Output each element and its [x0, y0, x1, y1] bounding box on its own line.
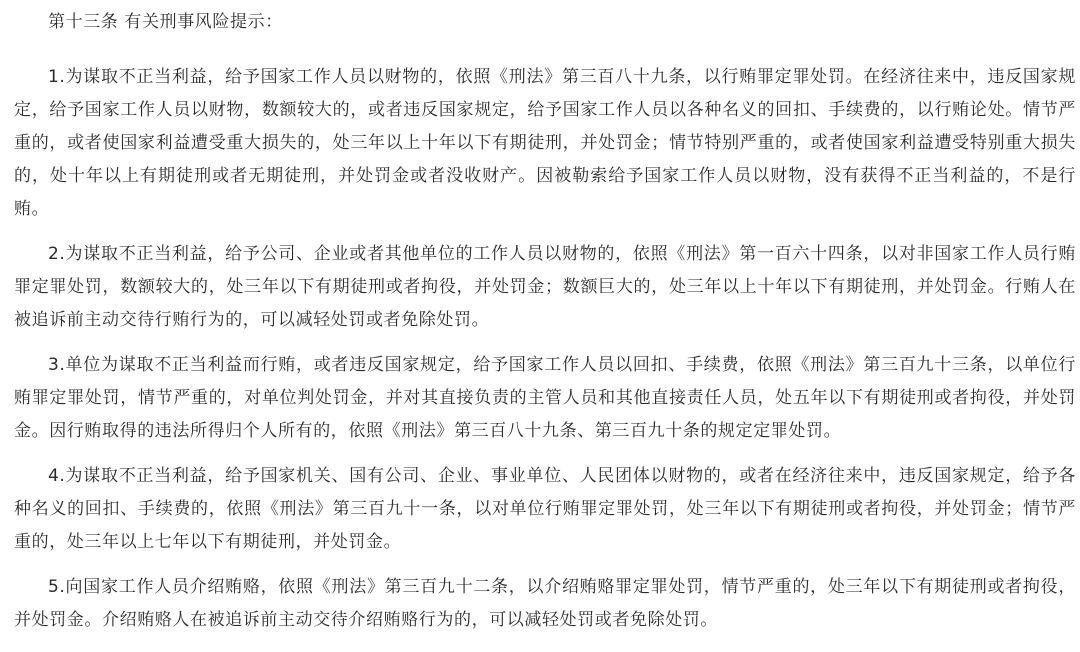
paragraph-item-1: 1.为谋取不正当利益，给予国家工作人员以财物的，依照《刑法》第三百八十九条，以行贿罪定罪处罚。在经济往来中，违反国家规定，给予国家工作人员以财物，数额较大的，或者违反国家规定，给予国家工作人员以各种名义的回扣、手续费的，以行贿论处。情节严重的，或者使国家利益遭受重大损失的，处三年以上十年以下有期徒刑，并处罚金；情节特别严重的，或者使国家利益遭受特别重大损失的，处十年以上有期徒刑或者无期徒刑，并处罚金或者没收财产。因被勒索给予国家工作人员以财物，没有获得不正当利益的，不是行贿。: [14, 67, 1076, 219]
paragraph-item-4: 4.为谋取不正当利益，给予国家机关、国有公司、企业、事业单位、人民团体以财物的，或者在经济往来中，违反国家规定，给予各种名义的回扣、手续费的，依照《刑法》第三百九十一条，以对单位行贿罪定罪处罚，处三年以下有期徒刑或者拘役，并处罚金；情节严重的，处三年以上七年以下有期徒刑，并处罚金。: [14, 466, 1076, 552]
paragraph-item-2: 2.为谋取不正当利益，给予公司、企业或者其他单位的工作人员以财物的，依照《刑法》第一百六十四条，以对非国家工作人员行贿罪定罪处罚，数额较大的，处三年以下有期徒刑或者拘役，并处罚金；数额巨大的，处三年以上十年以下有期徒刑，并处罚金。行贿人在被追诉前主动交待行贿行为的，可以减轻处罚或者免除处罚。: [14, 244, 1076, 330]
paragraph-item-3: 3.单位为谋取不正当利益而行贿，或者违反国家规定，给予国家工作人员以回扣、手续费，依照《刑法》第三百九十三条，以单位行贿罪定罪处罚，情节严重的，对单位判处罚金，并对其直接负责的主管人员和其他直接责任人员，处五年以下有期徒刑或者拘役，并处罚金。因行贿取得的违法所得归个人所有的，依照《刑法》第三百八十九条、第三百九十条的规定定罪处罚。: [14, 355, 1076, 441]
paragraph-item-5: 5.向国家工作人员介绍贿赂，依照《刑法》第三百九十二条，以介绍贿赂罪定罪处罚，情节严重的，处三年以下有期徒刑或者拘役，并处罚金。介绍贿赂人在被追诉前主动交待介绍贿赂行为的，可以减轻处罚或者免除处罚。: [14, 577, 1076, 630]
article-heading: 第十三条 有关刑事风险提示：: [48, 12, 283, 32]
document-body: [14, 0, 1076, 637]
